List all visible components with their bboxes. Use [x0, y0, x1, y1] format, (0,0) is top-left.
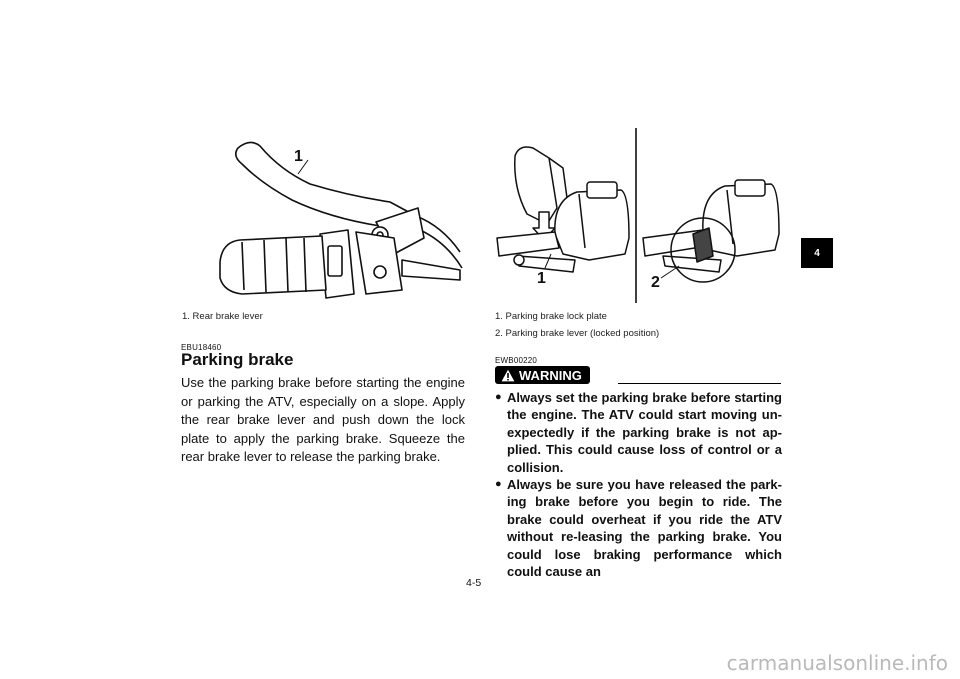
bullet-icon: ● — [495, 391, 502, 403]
bullet-icon: ● — [495, 478, 502, 491]
parking-brake-figure — [493, 128, 785, 308]
callout-1: 1 — [537, 270, 546, 287]
callout-1: 1 — [294, 148, 303, 165]
warning-item — [495, 476, 782, 580]
warning-triangle-icon — [501, 369, 515, 382]
caption-parking-brake-lever: 2. Parking brake lever (locked position) — [495, 328, 660, 339]
callout-2: 2 — [651, 274, 660, 291]
chapter-tab[interactable]: 4 — [801, 238, 833, 268]
section-body: Use the parking brake before starting the engine or parking the ATV, especially on a slope. Apply the rear brake lever and push down the lock plate to apply the parking brake. Squeeze the rear brake lever to release the parking brake. — [181, 375, 465, 465]
section-title: Parking brake — [181, 350, 294, 369]
left-figure-caption — [182, 308, 263, 325]
warning-badge — [495, 366, 590, 384]
warning-header — [495, 366, 781, 386]
warning-rule — [618, 383, 781, 384]
warning-item — [495, 389, 782, 476]
rear-brake-lever-illustration — [180, 130, 470, 305]
warning-label: WARNING — [519, 368, 582, 383]
rear-brake-lever-figure — [180, 130, 470, 305]
page-number: 4-5 — [466, 577, 482, 589]
warning-item-text: Always be sure you have released the park-ing brake before you begin to ride. The brake could overheat if you ride the ATV without re-leasing the parking brake. You could lose braking performance which could cause an — [507, 477, 782, 580]
right-figure-caption — [495, 308, 659, 342]
caption-lock-plate: 1. Parking brake lock plate — [495, 311, 607, 322]
watermark: carmanualsonline.info — [726, 651, 948, 675]
caption-rear-brake-lever: 1. Rear brake lever — [182, 311, 263, 322]
section-code: EBU18460 — [181, 343, 222, 352]
warning-list — [495, 389, 782, 580]
warning-code: EWB00220 — [495, 356, 538, 365]
warning-item-text: Always set the parking brake before starting the engine. The ATV could start moving un-expectedly if the parking brake is not ap-plied. This could cause loss of control or a collision. — [507, 390, 782, 475]
